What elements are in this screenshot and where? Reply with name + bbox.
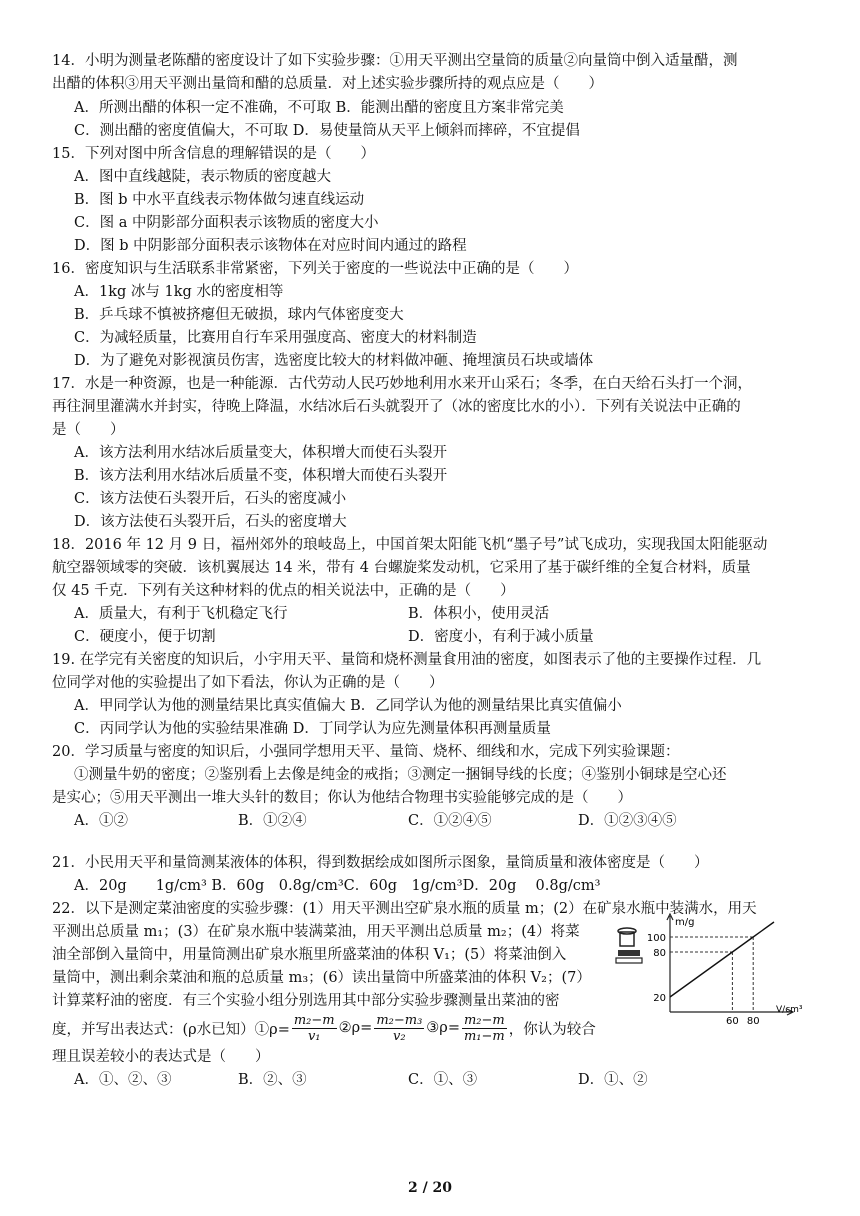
q18-option-c: C．硬度小，便于切割 — [74, 629, 216, 645]
q22-formula-line — [52, 1010, 596, 1046]
y-tick-label: 20 — [653, 993, 666, 1004]
q19-line-2: 位同学对他的实验提出了如下看法，你认为正确的是（ ） — [52, 675, 444, 691]
formula-3-denominator: m₁−m — [463, 1028, 505, 1044]
q18-option-a: A．质量大，有利于飞机稳定飞行 — [74, 606, 288, 622]
series-line — [670, 922, 774, 997]
q15-option-d: D．图 b 中阴影部分面积表示该物体在对应时间内通过的路程 — [74, 238, 467, 254]
y-tick-label: 80 — [653, 948, 666, 959]
formula-2-denominator: v₂ — [393, 1028, 406, 1044]
q20-line-1: 20．学习质量与密度的知识后，小强同学想用天平、量筒、烧杯、细线和水，完成下列实验课题： — [52, 744, 680, 760]
formula-3 — [462, 1013, 507, 1044]
formula-2-label: ②ρ= — [338, 1020, 373, 1036]
q20-option-c: C．①②④⑤ — [408, 813, 492, 829]
formula-1 — [292, 1013, 337, 1044]
formula-suffix: ，你认为较合 — [508, 1021, 596, 1038]
q20-option-a: A．①② — [74, 813, 128, 829]
formula-2 — [374, 1013, 424, 1044]
x-tick-label: 80 — [746, 1016, 760, 1027]
q20-option-d: D．①②③④⑤ — [578, 813, 677, 829]
q16-option-b: B．乒乓球不慎被挤瘪但无破损，球内气体密度变大 — [74, 307, 404, 323]
formula-1-denominator: v₁ — [307, 1028, 321, 1044]
x-axis-label: V/cm³ — [776, 1005, 803, 1015]
formula-3-numerator: m₂−m — [463, 1012, 505, 1028]
q22-line-5: 计算菜籽油的密度．有三个实验小组分别选用其中部分实验步骤测量出菜油的密 — [52, 993, 560, 1009]
q14-line-2: 出醋的体积③用天平测出量筒和醋的总质量．对上述实验步骤所持的观点应是（ ） — [52, 76, 603, 92]
q22-option-d: D．①、② — [578, 1072, 648, 1088]
q22-line-3: 油全部倒入量筒中，用量筒测出矿泉水瓶里所盛菜油的体积 V₁；(5）将菜油倒入 — [52, 947, 567, 963]
q20-option-b: B．①②④ — [238, 813, 307, 829]
q16-stem: 16．密度知识与生活联系非常紧密，下列关于密度的一些说法中正确的是（ ） — [52, 261, 578, 277]
q15-option-b: B．图 b 中水平直线表示物体做匀速直线运动 — [74, 192, 365, 208]
y-axis-label: m/g — [675, 917, 695, 928]
x-tick-label: 60 — [726, 1016, 739, 1027]
q21-options: A．20g 1g/cm³ B．60g 0.8g/cm³C．60g 1g/cm³D．20g 0.8g/cm³ — [74, 878, 601, 894]
q15-option-c: C．图 a 中阴影部分面积表示该物质的密度大小 — [74, 215, 379, 231]
formula-3-label: ③ρ= — [426, 1020, 460, 1036]
q18-line-2: 航空器领域零的突破．该机翼展达 14 米，带有 4 台螺旋桨发动机，它采用了基于碳纤维的全复合材料，质量 — [52, 560, 751, 576]
y-tick-label: 100 — [646, 933, 666, 944]
q22-option-c: C．①、③ — [408, 1072, 478, 1088]
q17-option-d: D．该方法使石头裂开后，石头的密度增大 — [74, 514, 347, 530]
q22-line-2: 平测出总质量 m₁；(3）在矿泉水瓶中装满菜油，用天平测出总质量 m₂；(4）将菜 — [52, 924, 580, 940]
q18-option-d: D．密度小，有利于减小质量 — [408, 629, 594, 645]
q14-options-cd: C．测出醋的密度值偏大，不可取 D．易使量筒从天平上倾斜而摔碎，不宜提倡 — [74, 123, 580, 139]
q19-options-ab: A．甲同学认为他的测量结果比真实值偏大 B．乙同学认为他的测量结果比真实值偏小 — [74, 698, 622, 714]
q16-option-a: A．1kg 冰与 1kg 水的密度相等 — [74, 284, 284, 300]
q14-line-1: 14．小明为测量老陈醋的密度设计了如下实验步骤：①用天平测出空量筒的质量②向量筒中倒入适量醋，测 — [52, 53, 738, 69]
q14-options-ab: A．所测出醋的体积一定不准确，不可取 B．能测出醋的密度且方案非常完美 — [74, 100, 564, 116]
q19-line-1: 19. 在学完有关密度的知识后，小宇用天平、量筒和烧杯测量食用油的密度，如图表示了他的主要操作过程．几 — [52, 652, 762, 668]
beaker-icon — [616, 928, 642, 963]
q22-option-b: B．②、③ — [238, 1072, 307, 1088]
q22-line-4: 量筒中，测出剩余菜油和瓶的总质量 m₃；(6）读出量筒中所盛菜油的体积 V₂；(7） — [52, 970, 591, 986]
page-number: 2 / 20 — [407, 1180, 453, 1196]
q18-line-1: 18．2016 年 12 月 9 日，福州郊外的琅岐岛上，中国首架太阳能飞机“墨子号”试飞成功，实现我国太阳能驱动 — [52, 537, 768, 553]
formula-prefix: 度，并写出表达式：(ρ水已知）①ρ= — [52, 1021, 290, 1038]
q15-stem: 15．下列对图中所含信息的理解错误的是（ ） — [52, 146, 375, 162]
q15-option-a: A．图中直线越陡，表示物质的密度越大 — [74, 169, 331, 185]
q17-line-3: 是（ ） — [52, 422, 125, 438]
formula-1-numerator: m₂−m — [293, 1012, 335, 1028]
q22-line-1: 22．以下是测定菜油密度的实验步骤：(1）用天平测出空矿泉水瓶的质量 m；(2）在矿泉水瓶中装满水，用天 — [52, 901, 757, 917]
q20-line-3: 是实心；⑤用天平测出一堆大头针的数目；你认为他结合物理书实验能够完成的是（ ） — [52, 790, 632, 806]
q22-option-a: A．①、②、③ — [74, 1072, 172, 1088]
q16-option-d: D．为了避免对影视演员伤害，选密度比较大的材料做冲砸、掩埋演员石块或墙体 — [74, 353, 594, 369]
q20-line-2: ①测量牛奶的密度；②鉴别看上去像是纯金的戒指；③测定一捆铜导线的长度；④鉴别小铜球是空心还 — [74, 767, 727, 783]
q18-line-3: 仅 45 千克．下列有关这种材料的优点的相关说法中，正确的是（ ） — [52, 583, 515, 599]
q19-options-cd: C．丙同学认为他的实验结果准确 D．丁同学认为应先测量体积再测量质量 — [74, 721, 551, 737]
q17-line-2: 再往洞里灌满水并封实，待晚上降温，水结冰后石头就裂开了（冰的密度比水的小）．下列有关说法中正确的 — [52, 399, 741, 415]
q16-option-c: C．为减轻质量，比赛用自行车采用强度高、密度大的材料制造 — [74, 330, 477, 346]
q17-option-c: C．该方法使石头裂开后，石头的密度减小 — [74, 491, 347, 507]
q17-option-b: B．该方法利用水结冰后质量不变，体积增大而使石头裂开 — [74, 468, 448, 484]
q18-option-b: B．体积小，使用灵活 — [408, 606, 550, 622]
q17-option-a: A．该方法利用水结冰后质量变大，体积增大而使石头裂开 — [74, 445, 447, 461]
q22-line-7: 理且误差较小的表达式是（ ） — [52, 1049, 270, 1065]
q21-stem: 21．小民用天平和量筒测某液体的体积，得到数据绘成如图所示图象，量筒质量和液体密度是（ ） — [52, 855, 709, 871]
mass-volume-graph — [612, 912, 812, 1027]
formula-2-numerator: m₂−m₃ — [376, 1012, 423, 1028]
q17-line-1: 17．水是一种资源，也是一种能源．古代劳动人民巧妙地利用水来开山采石；冬季，在白天给石头打一个洞， — [52, 376, 752, 392]
